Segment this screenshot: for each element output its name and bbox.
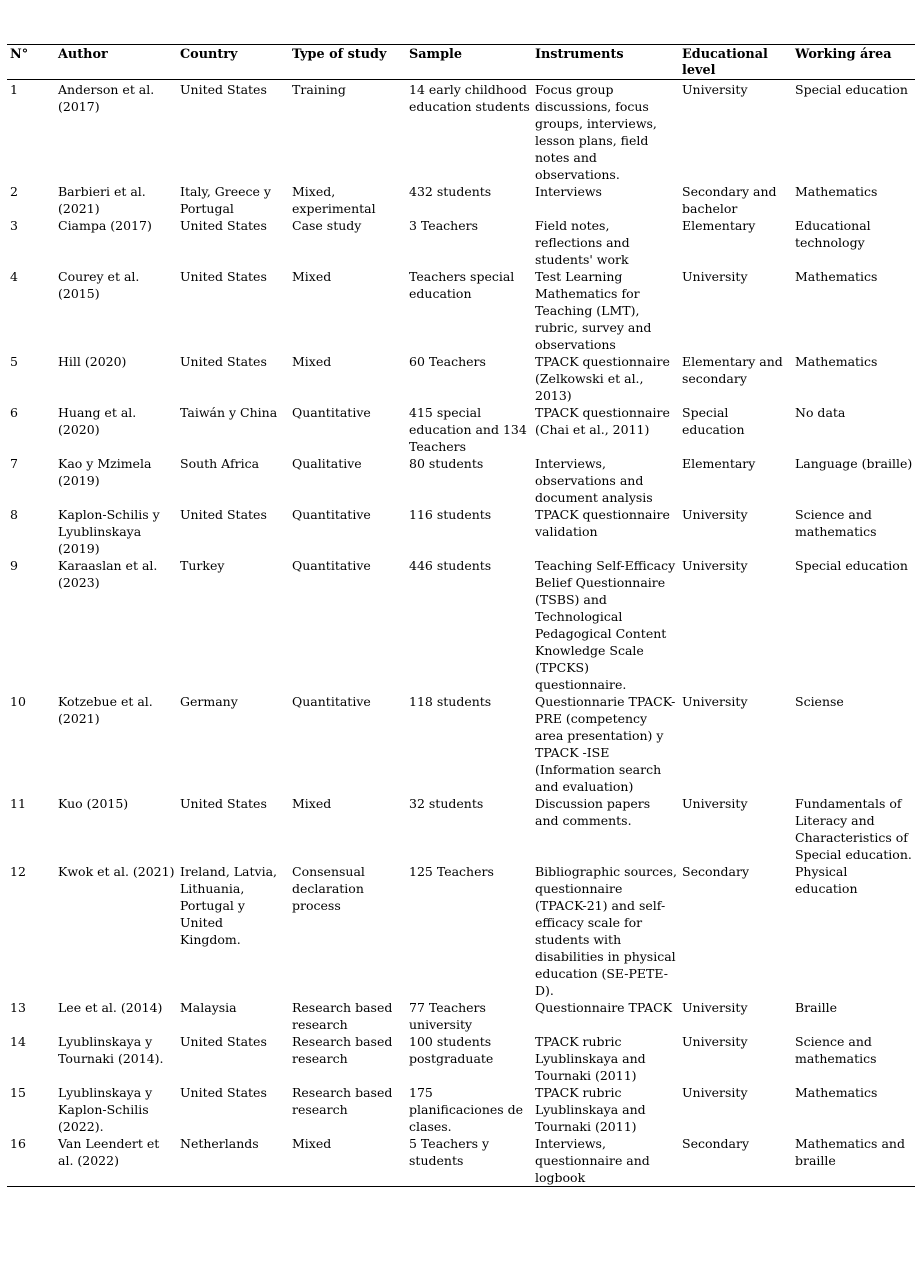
cell-sample: 100 students postgraduate xyxy=(409,1034,494,1066)
cell-author: Kao y Mzimela (2019) xyxy=(58,456,152,488)
table-row xyxy=(7,1033,915,1084)
cell-country: Turkey xyxy=(180,558,225,573)
cell-number: 9 xyxy=(10,558,18,573)
cell-author: Kaplon-Schilis y Lyublinskaya (2019) xyxy=(58,507,160,556)
cell-number: 4 xyxy=(10,269,18,284)
table-row xyxy=(7,1084,915,1135)
cell-working-area: Educational technology xyxy=(795,218,871,250)
cell-educational-level: Secondary xyxy=(679,1135,792,1187)
cell-working-area: Braille xyxy=(795,1000,838,1015)
table-row xyxy=(7,217,915,268)
cell-educational-level: University xyxy=(682,1034,748,1049)
cell-number: 2 xyxy=(10,184,18,199)
cell-working-area: Science and mathematics xyxy=(795,1034,877,1066)
cell-sample: 3 Teachers xyxy=(409,218,478,233)
header-number: N° xyxy=(7,45,55,80)
cell-sample: 32 students xyxy=(409,796,484,811)
cell-number: 15 xyxy=(10,1085,26,1100)
cell-instruments: TPACK questionnaire (Chai et al., 2011) xyxy=(535,405,670,437)
cell-author: Van Leendert et al. (2022) xyxy=(55,1135,177,1187)
cell-type-of-study: Qualitative xyxy=(292,456,362,471)
cell-type-of-study: Quantitative xyxy=(292,405,371,420)
table-row xyxy=(7,404,915,455)
cell-instruments: Teaching Self-Efficacy Belief Questionnaire (TSBS) and Technological Pedagogical Content Knowledge Scale (TPCKS) questionnaire. xyxy=(535,558,676,692)
cell-sample: Teachers special education xyxy=(409,269,515,301)
table-row xyxy=(7,1135,915,1187)
cell-sample: 175 planificaciones de clases. xyxy=(409,1085,524,1134)
cell-author: Karaaslan et al. (2023) xyxy=(58,558,158,590)
cell-educational-level: Secondary xyxy=(682,864,750,879)
table-row xyxy=(7,183,915,217)
cell-sample: 14 early childhood education students xyxy=(409,82,530,114)
cell-type-of-study: Mixed xyxy=(289,1135,406,1187)
cell-country: United States xyxy=(180,1034,267,1049)
cell-instruments: TPACK questionnaire (Zelkowski et al., 2013) xyxy=(535,354,670,403)
cell-instruments: Interviews, questionnaire and logbook xyxy=(532,1135,679,1187)
cell-educational-level: Special education xyxy=(682,405,745,437)
header-row xyxy=(7,45,915,80)
table-row xyxy=(7,268,915,353)
cell-country: Ireland, Latvia, Lithuania, Portugal y United Kingdom. xyxy=(180,864,278,947)
cell-type-of-study: Research based research xyxy=(292,1000,393,1032)
header-type-of-study: Type of study xyxy=(289,45,406,80)
cell-country: Netherlands xyxy=(177,1135,289,1187)
cell-instruments: Interviews, observations and document analysis xyxy=(535,456,653,505)
cell-number: 16 xyxy=(7,1135,55,1187)
cell-working-area: Special education xyxy=(795,558,908,573)
cell-number: 13 xyxy=(10,1000,26,1015)
cell-author: Kwok et al. (2021) xyxy=(58,864,175,879)
cell-educational-level: University xyxy=(682,1000,748,1015)
cell-author: Kotzebue et al. (2021) xyxy=(58,694,153,726)
cell-instruments: Field notes, reflections and students' work xyxy=(535,218,630,267)
cell-author: Lee et al. (2014) xyxy=(58,1000,163,1015)
cell-type-of-study: Consensual declaration process xyxy=(292,864,365,913)
cell-working-area: Language (braille) xyxy=(795,456,913,471)
cell-sample: 446 students xyxy=(409,558,492,573)
cell-author: Barbieri et al. (2021) xyxy=(58,184,146,216)
cell-type-of-study: Training xyxy=(292,82,346,97)
table-header xyxy=(7,45,915,80)
header-educational-level: Educational level xyxy=(679,45,792,80)
cell-country: United States xyxy=(180,1085,267,1100)
cell-sample: 77 Teachers university xyxy=(409,1000,486,1032)
cell-working-area: Sciense xyxy=(795,694,844,709)
cell-number: 3 xyxy=(10,218,18,233)
table-row xyxy=(7,557,915,693)
cell-author: Anderson et al. (2017) xyxy=(58,82,155,114)
cell-sample: 118 students xyxy=(409,694,492,709)
cell-instruments: Interviews xyxy=(535,184,602,199)
cell-instruments: Bibliographic sources, questionnaire (TPACK-21) and self-efficacy scale for students with disabilities in physical education (SE-PETE-D). xyxy=(535,864,677,998)
cell-working-area: No data xyxy=(795,405,846,420)
cell-educational-level: Elementary xyxy=(682,456,756,471)
cell-number: 7 xyxy=(10,456,18,471)
cell-educational-level: University xyxy=(682,82,748,97)
cell-sample: 116 students xyxy=(409,507,492,522)
cell-number: 14 xyxy=(10,1034,26,1049)
cell-number: 5 xyxy=(10,354,18,369)
cell-educational-level: University xyxy=(682,1085,748,1100)
cell-number: 1 xyxy=(10,82,18,97)
cell-country: Italy, Greece y Portugal xyxy=(180,184,271,216)
cell-type-of-study: Research based research xyxy=(292,1034,393,1066)
table-row xyxy=(7,353,915,404)
cell-type-of-study: Mixed, experimental xyxy=(292,184,376,216)
cell-instruments: Focus group discussions, focus groups, interviews, lesson plans, field notes and observations. xyxy=(535,82,657,182)
table-row xyxy=(7,999,915,1033)
cell-country: United States xyxy=(180,354,267,369)
cell-working-area: Physical education xyxy=(795,864,858,896)
cell-instruments: Questionnaire TPACK xyxy=(535,1000,673,1015)
cell-working-area: Mathematics xyxy=(795,354,878,369)
cell-author: Lyublinskaya y Tournaki (2014). xyxy=(58,1034,164,1066)
cell-sample: 60 Teachers xyxy=(409,354,486,369)
cell-instruments: Test Learning Mathematics for Teaching (LMT), rubric, survey and observations xyxy=(535,269,652,352)
cell-country: United States xyxy=(180,218,267,233)
table-row xyxy=(7,693,915,795)
cell-number: 8 xyxy=(10,507,18,522)
cell-type-of-study: Mixed xyxy=(292,269,332,284)
cell-working-area: Fundamentals of Literacy and Characteristics of Special education. xyxy=(795,796,912,862)
cell-instruments: TPACK questionnaire validation xyxy=(535,507,670,539)
cell-author: Huang et al. (2020) xyxy=(58,405,137,437)
cell-country: United States xyxy=(180,507,267,522)
cell-country: South Africa xyxy=(180,456,260,471)
cell-working-area: Mathematics and braille xyxy=(792,1135,915,1187)
cell-educational-level: Elementary xyxy=(682,218,756,233)
cell-author: Lyublinskaya y Kaplon-Schilis (2022). xyxy=(58,1085,153,1134)
cell-number: 11 xyxy=(10,796,26,811)
cell-country: Germany xyxy=(180,694,238,709)
cell-sample: 415 special education and 134 Teachers xyxy=(409,405,527,454)
cell-country: Malaysia xyxy=(180,1000,237,1015)
cell-number: 12 xyxy=(10,864,26,879)
cell-author: Kuo (2015) xyxy=(58,796,129,811)
cell-instruments: Discussion papers and comments. xyxy=(535,796,651,828)
cell-working-area: Science and mathematics xyxy=(795,507,877,539)
table-row xyxy=(7,80,915,184)
cell-educational-level: Secondary and bachelor xyxy=(682,184,777,216)
table-row xyxy=(7,455,915,506)
cell-sample: 5 Teachers y students xyxy=(406,1135,532,1187)
cell-type-of-study: Quantitative xyxy=(292,558,371,573)
cell-sample: 125 Teachers xyxy=(409,864,494,879)
cell-educational-level: Elementary and secondary xyxy=(682,354,783,386)
header-sample: Sample xyxy=(406,45,532,80)
table-row xyxy=(7,795,915,863)
table-row xyxy=(7,506,915,557)
cell-type-of-study: Mixed xyxy=(292,354,332,369)
cell-type-of-study: Quantitative xyxy=(292,694,371,709)
header-country: Country xyxy=(177,45,289,80)
cell-type-of-study: Quantitative xyxy=(292,507,371,522)
cell-sample: 432 students xyxy=(409,184,492,199)
cell-instruments: TPACK rubric Lyublinskaya and Tournaki (2011) xyxy=(535,1085,646,1134)
cell-author: Courey et al. (2015) xyxy=(58,269,140,301)
cell-type-of-study: Research based research xyxy=(292,1085,393,1117)
cell-number: 10 xyxy=(10,694,26,709)
header-working-area: Working área xyxy=(792,45,915,80)
cell-educational-level: University xyxy=(682,694,748,709)
cell-educational-level: University xyxy=(682,269,748,284)
cell-country: United States xyxy=(180,269,267,284)
table-body xyxy=(7,80,915,1187)
header-author: Author xyxy=(55,45,177,80)
header-instruments: Instruments xyxy=(532,45,679,80)
cell-country: Taiwán y China xyxy=(180,405,278,420)
cell-working-area: Mathematics xyxy=(795,184,878,199)
cell-working-area: Mathematics xyxy=(795,269,878,284)
cell-number: 6 xyxy=(10,405,18,420)
cell-educational-level: University xyxy=(682,796,748,811)
cell-author: Ciampa (2017) xyxy=(58,218,152,233)
cell-type-of-study: Mixed xyxy=(292,796,332,811)
cell-instruments: TPACK rubric Lyublinskaya and Tournaki (2011) xyxy=(535,1034,646,1083)
literature-review-table xyxy=(7,44,915,1187)
cell-country: United States xyxy=(180,796,267,811)
cell-instruments: Questionnarie TPACK-PRE (competency area presentation) y TPACK -ISE (Information search and evaluation) xyxy=(535,694,676,794)
cell-educational-level: University xyxy=(682,558,748,573)
cell-educational-level: University xyxy=(682,507,748,522)
cell-country: United States xyxy=(180,82,267,97)
cell-working-area: Special education xyxy=(795,82,908,97)
cell-sample: 80 students xyxy=(409,456,484,471)
table-row xyxy=(7,863,915,999)
cell-working-area: Mathematics xyxy=(795,1085,878,1100)
cell-author: Hill (2020) xyxy=(58,354,127,369)
cell-type-of-study: Case study xyxy=(292,218,362,233)
